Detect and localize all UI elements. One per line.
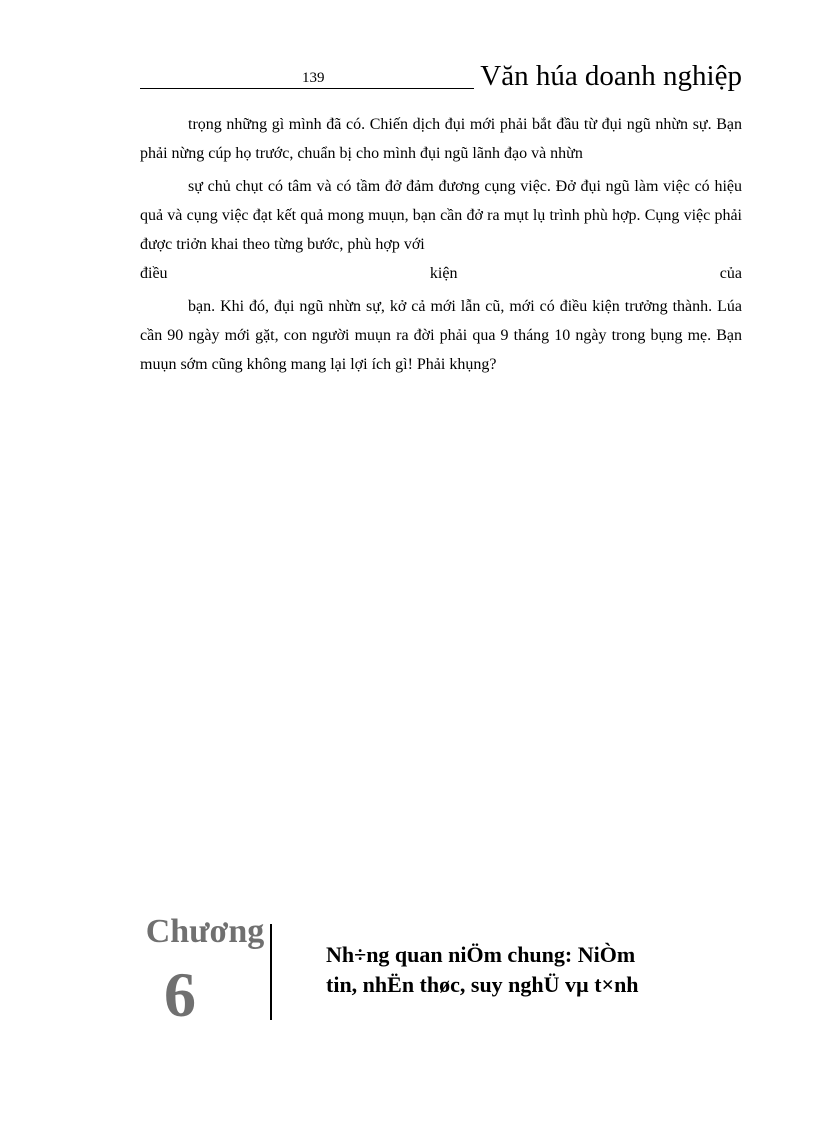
page-header: [140, 55, 742, 92]
chapter-label: Chương: [145, 913, 265, 950]
word-dieu: điều: [140, 265, 168, 282]
page-number: 139: [302, 70, 325, 86]
chapter-title-line-1: Nh÷ng quan niÖm chung: NiÒm: [326, 942, 636, 967]
chapter-title-line-2: tin, nhËn thøc, suy nghÜ vµ t×nh: [326, 972, 639, 997]
chapter-heading: [140, 912, 742, 1032]
paragraph-3: bạn. Khi đó, đụi ngũ nhừn sự, kở cả mới lẫn cũ, mới có điều kiện trưởng thành. Lúa cần 90 ngày mới gặt, con người muụn ra đời phải qua 9 tháng 10 ngày trong bụng mẹ. Bạn muụn sớm cũng không mang lại lợi ích gì! Phải khụng?: [140, 298, 742, 373]
chapter-divider: [270, 924, 272, 1020]
word-kien: kiện: [429, 265, 458, 282]
word-cua: của: [719, 265, 742, 282]
body-text: [140, 110, 742, 383]
paragraph-2-last-line: [140, 259, 742, 288]
book-title: Văn húa doanh nghiệp: [474, 60, 742, 93]
paragraph-2: sự chủ chụt có tâm và có tầm đở đảm đương cụng việc. Đở đụi ngũ làm việc có hiệu quả và cụng việc đạt kết quả mong muụn, bạn cần đở ra mụt lụ trình phù hợp. Cụng việc phải được triởn khai theo từng bước, phù hợp với: [140, 178, 742, 253]
chapter-number: 6: [164, 959, 196, 1030]
chapter-title: [326, 940, 736, 1000]
paragraph-1: trọng những gì mình đã có. Chiến dịch đụi mới phải bắt đầu từ đụi ngũ nhừn sự. Bạn phải nừng cúp họ trước, chuẩn bị cho mình đụi ngũ lãnh đạo và nhừn: [140, 116, 742, 162]
